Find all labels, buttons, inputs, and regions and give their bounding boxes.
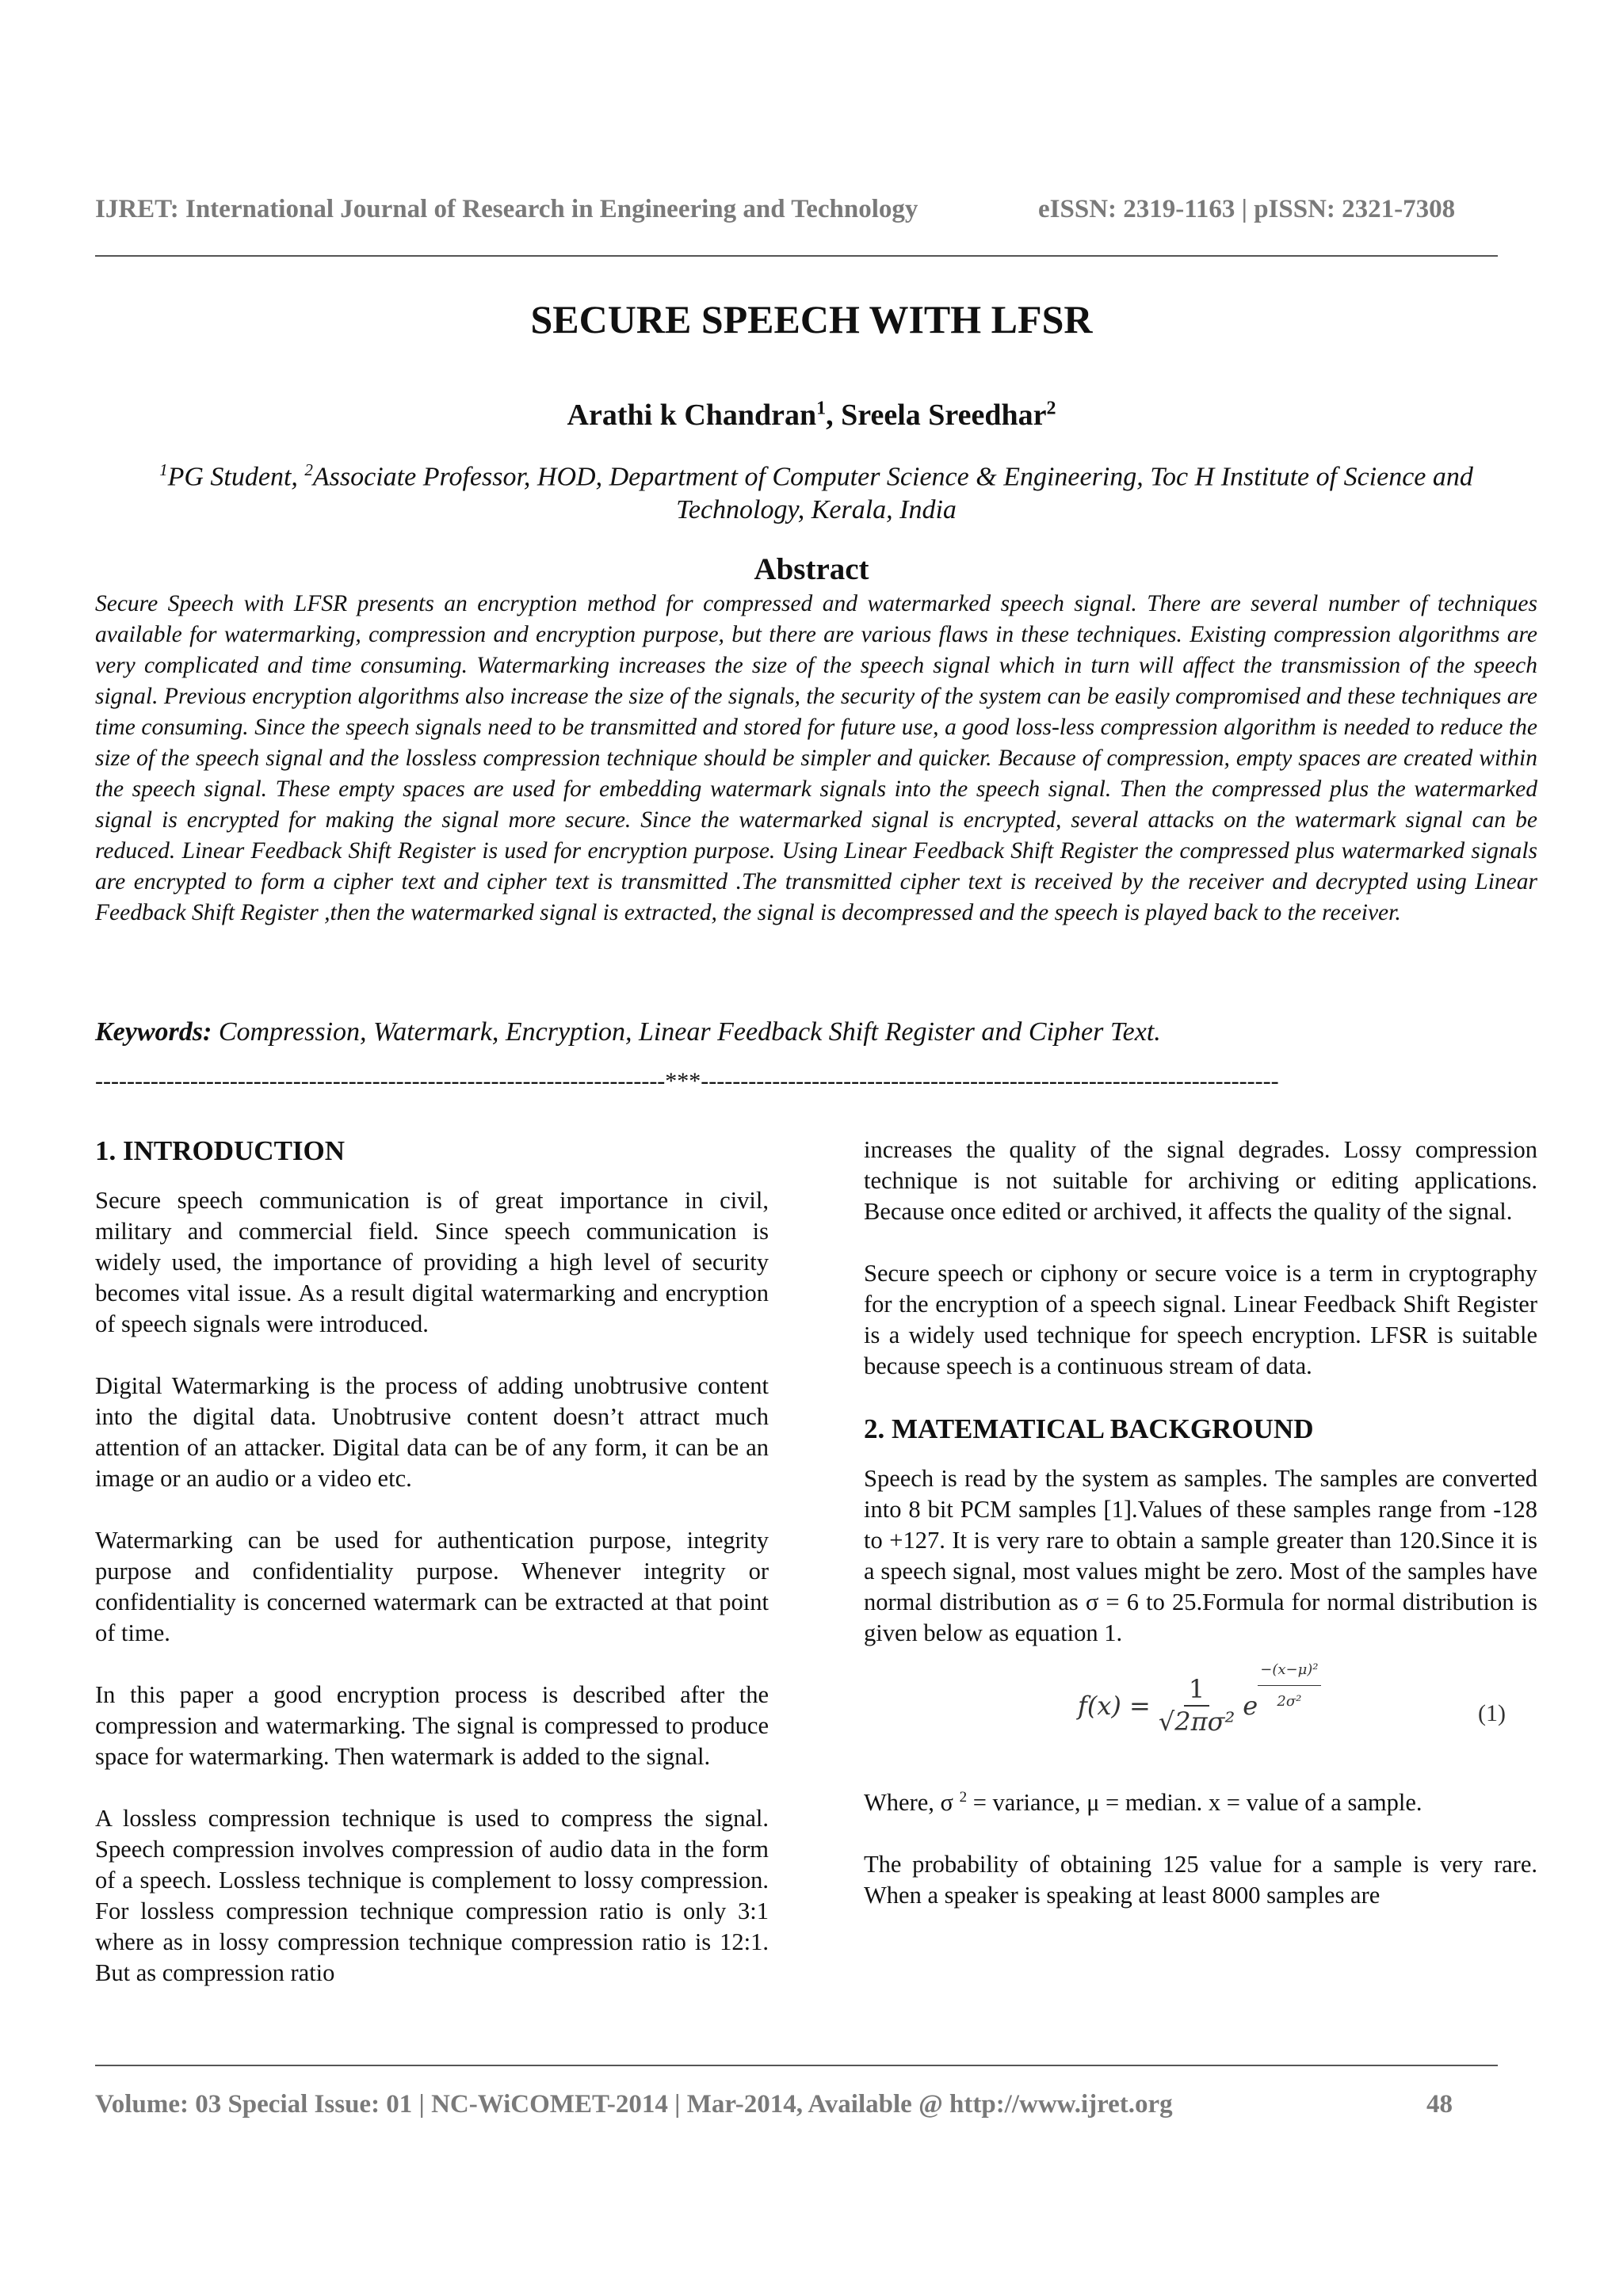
affil-role-1: PG Student, <box>167 462 305 492</box>
intro-paragraph-5: A lossless compression technique is used to compress the signal. Speech compression involves compression of audio data in the form of a speech. Lossless technique is complement to lossy compression. For lossless compression technique compression ratio is only 3:1 where as in lossy compression technique compression ratio is 12:1. But as compression ratio <box>95 1805 769 1986</box>
keywords-text: Compression, Watermark, Encryption, Linear Feedback Shift Register and Cipher Text. <box>212 1017 1161 1047</box>
eq-numerator: 1 <box>1184 1674 1209 1707</box>
author-2: , Sreela Sreedhar <box>826 399 1047 432</box>
affil-sup-2: 2 <box>304 460 313 479</box>
section-divider: ------------------------------------------------------------------------***------------------------------------------------------------------------- <box>95 1068 1279 1094</box>
paper-title: SECURE SPEECH WITH LFSR <box>530 297 1093 341</box>
right-paragraph-1: increases the quality of the signal degrades. Lossy compression technique is not suitable for archiving or editing applications. Because once edited or archived, it affects the quality of the signal. <box>864 1136 1537 1225</box>
equation-formula <box>1078 1661 1321 1737</box>
intro-paragraph-4: In this paper a good encryption process is described after the compression and watermarking. The signal is compressed to produce space for watermarking. Then watermark is added to the signal. <box>95 1681 769 1770</box>
intro-paragraph-1: Secure speech communication is of great importance in civil, military and commercial field. Since speech communication is widely used, the importance of providing a high level of security becomes vital issue. As a result digital watermarking and encryption of speech signals were introduced. <box>95 1187 769 1337</box>
abstract-heading: Abstract <box>754 552 869 586</box>
where-text-b: = variance, μ = median. x = value of a sample. <box>967 1789 1423 1817</box>
eq-exponent <box>1258 1654 1320 1717</box>
footer-rule <box>95 2065 1498 2066</box>
right-paragraph-2: Secure speech or ciphony or secure voice is a term in cryptography for the encryption of a speech signal. Linear Feedback Shift Register is a widely used technique for speech encryption. LFSR is suitable because speech is a continuous stream of data. <box>864 1260 1537 1379</box>
math-heading: 2. MATEMATICAL BACKGROUND <box>864 1413 1314 1444</box>
eq-denominator: √2πσ² <box>1158 1707 1235 1737</box>
where-line <box>864 1782 1537 1818</box>
where-text-a: Where, σ <box>864 1789 960 1817</box>
authors <box>0 398 1623 433</box>
abstract-body: Secure Speech with LFSR presents an encryption method for compressed and watermarked speech signal. There are several number of techniques available for watermarking, compression and encryption purpose, but there are various flaws in these techniques. Existing compression algorithms are very complicated and time consuming. Watermarking increases the size of the speech signal which in turn will affect the transmission of the speech signal. Previous encryption algorithms also increase the size of the signals, the security of the system can be easily compromised and these techniques are time consuming. Since the speech signals need to be transmitted and stored for future use, a good loss-less compression algorithm is needed to reduce the size of the speech signal and the lossless compression technique should be simpler and quicker. Because of compression, empty spaces are created within the speech signal. These empty spaces are used for embedding watermark signals into the speech signal. Then the compressed plus the watermarked signal is encrypted for making the signal more secure. Since the watermarked signal is encrypted, several attacks on the watermark signal can be reduced. Linear Feedback Shift Register is used for encryption purpose. Using Linear Feedback Shift Register the compressed plus watermarked signals are encrypted to form a cipher text and cipher text is transmitted .The transmitted cipher text is received by the receiver and decrypted using Linear Feedback Shift Register ,then the watermarked signal is extracted, the signal is decompressed and the speech is played back to the receiver. <box>95 591 1537 925</box>
eq-exp-denominator: 2σ² <box>1277 1692 1302 1710</box>
right-column <box>864 1135 1537 1942</box>
eq-fraction <box>1155 1674 1238 1737</box>
header-issn: eISSN: 2319-1163 | pISSN: 2321-7308 <box>1038 195 1456 223</box>
keywords-label: Keywords: <box>95 1017 212 1047</box>
affil-role-2: Associate Professor, HOD, Department of Computer Science & Engineering, Toc H Institute of Science and Technology, Kerala, India <box>312 462 1473 525</box>
right-paragraph-4: The probability of obtaining 125 value for a sample is very rare. When a speaker is speaking at least 8000 samples are <box>864 1851 1537 1909</box>
header-rule <box>95 255 1498 257</box>
footer-page-number: 48 <box>1426 2090 1453 2119</box>
author-2-sup: 2 <box>1046 398 1056 419</box>
footer-volume: Volume: 03 Special Issue: 01 | NC-WiCOMET-2014 | Mar-2014, Available @ http://www.ijret.org <box>95 2090 1173 2119</box>
keywords <box>95 1017 1537 1047</box>
eq-exp-numerator: −(x−μ)² <box>1258 1654 1320 1686</box>
author-1: Arathi k Chandran <box>567 399 817 432</box>
equation-1 <box>864 1661 1537 1761</box>
eq-base: e <box>1243 1690 1258 1721</box>
intro-heading: 1. INTRODUCTION <box>95 1135 346 1166</box>
right-paragraph-3: Speech is read by the system as samples. The samples are converted into 8 bit PCM samples [1].Values of these samples range from -128 to +127. It is very rare to obtain a sample greater than 120.Since it is a speech signal, most values might be zero. Most of the samples have normal distribution as σ = 6 to 25.Formula for normal distribution is given below as equation 1. <box>864 1465 1537 1646</box>
affil-sup-1: 1 <box>159 460 168 479</box>
intro-paragraph-2: Digital Watermarking is the process of adding unobtrusive content into the digital data. Unobtrusive content doesn’t attract much attention of an attacker. Digital data can be of any form, it can be an image or an audio or a video etc. <box>95 1372 769 1492</box>
affiliation <box>95 453 1537 527</box>
where-sup: 2 <box>959 1789 968 1806</box>
equation-number: (1) <box>1478 1700 1506 1726</box>
header-journal: IJRET: International Journal of Research in Engineering and Technology <box>95 195 918 223</box>
left-column <box>95 1135 769 2019</box>
author-1-sup: 1 <box>816 398 827 419</box>
eq-lhs: f(x) = <box>1078 1690 1151 1721</box>
intro-paragraph-3: Watermarking can be used for authentication purpose, integrity purpose and confidentiality purpose. Whenever integrity or confidentiality is concerned watermark can be extracted at that point of time. <box>95 1527 769 1646</box>
